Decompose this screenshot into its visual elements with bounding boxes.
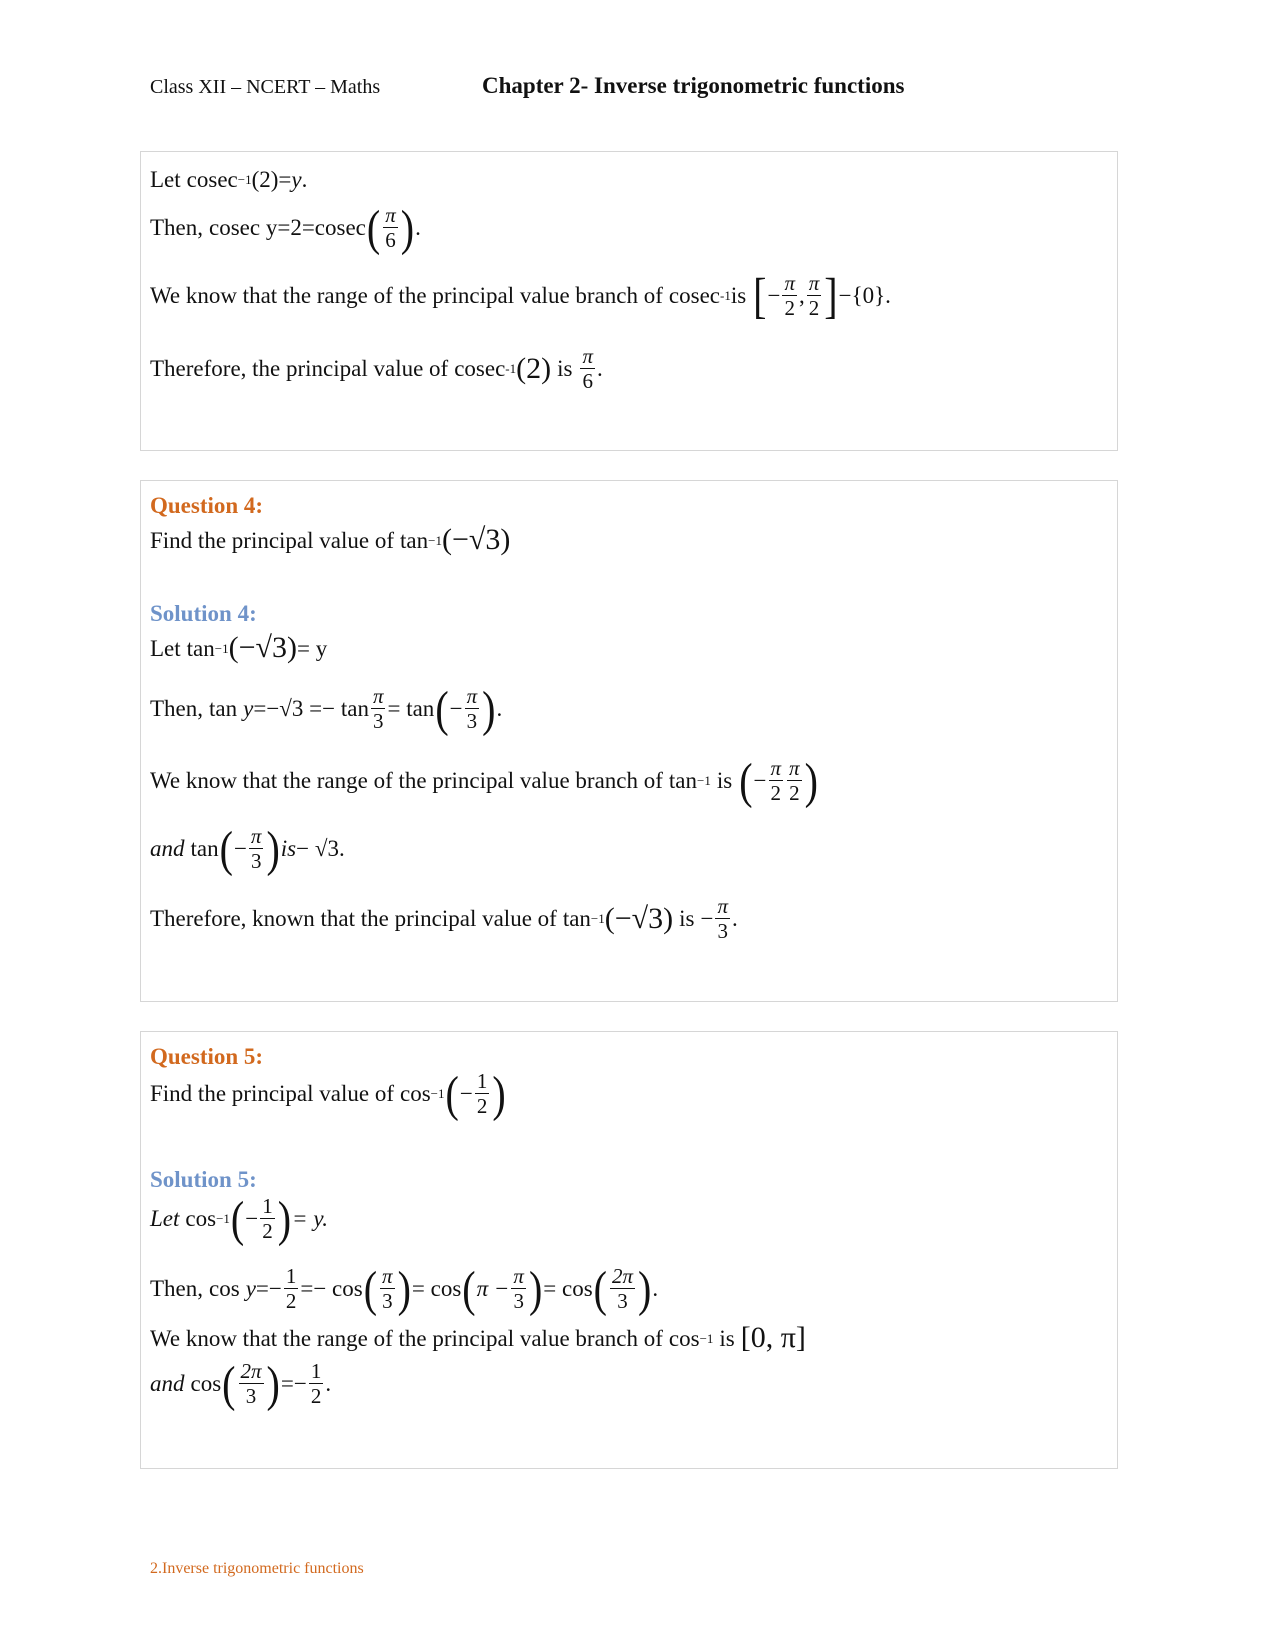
fn: tan bbox=[209, 696, 238, 722]
header-left: Class XII – NCERT – Maths bbox=[150, 76, 381, 98]
text: Let bbox=[150, 1206, 180, 1232]
text: Let bbox=[150, 167, 181, 192]
text: We know that the range of the principal value branch of bbox=[150, 768, 663, 794]
text: Find the principal value of bbox=[150, 527, 394, 553]
fraction: $\frac{2\pi}{3}$ bbox=[240, 1359, 262, 1409]
superscript: −1 bbox=[590, 911, 605, 927]
text: [0, π] bbox=[740, 1321, 806, 1354]
fraction: $\frac{\pi}{3}$ bbox=[466, 684, 478, 734]
text: − √3. bbox=[296, 836, 345, 862]
text: cosec y=2=cosec bbox=[209, 215, 366, 241]
var: y bbox=[245, 1276, 256, 1302]
text: . bbox=[415, 215, 421, 241]
text: is bbox=[679, 906, 695, 932]
fn: cos bbox=[209, 1276, 240, 1302]
fraction: $\frac{1}{2}$ bbox=[310, 1359, 322, 1409]
fraction: $\frac{\pi}{3}$ bbox=[513, 1264, 524, 1314]
text: We know that the range of the principal value branch of bbox=[150, 1325, 663, 1351]
fn: tan bbox=[400, 527, 429, 553]
fraction: $\frac{\pi}{3}$ bbox=[250, 824, 262, 874]
superscript: -1 bbox=[505, 361, 517, 377]
s4-line-3: We know that the range of the principal value branch of tan −1 is ( − $\frac{\pi}{2}$ $\frac{\pi}{2}$ ) bbox=[150, 751, 818, 809]
text: (−√3) bbox=[441, 523, 511, 556]
text: . bbox=[325, 1371, 332, 1397]
fn: cos bbox=[400, 1081, 431, 1107]
s4-line-2: Then, tan y =−√3 =− tan $\frac{\pi}{3}$ = tan ( − $\frac{\pi}{3}$ ) . bbox=[150, 679, 503, 737]
fraction: $\frac{1}{2}$ bbox=[285, 1264, 297, 1314]
b1-line-4 bbox=[150, 345, 603, 392]
superscript: −1 bbox=[430, 1086, 445, 1102]
question-5-label: Question 5: bbox=[150, 1044, 264, 1069]
var: y bbox=[243, 696, 254, 722]
fn: cosec bbox=[668, 283, 720, 309]
text: (2) bbox=[516, 351, 552, 385]
text: Then, bbox=[150, 215, 204, 241]
text: (−√3) bbox=[228, 631, 297, 664]
text: − bbox=[233, 836, 247, 862]
fn: cos bbox=[668, 1325, 700, 1351]
var: y bbox=[291, 167, 302, 192]
text: is bbox=[730, 283, 747, 309]
question-5-text: Find the principal value of cos −1 ( − $\frac{1}{2}$ ) bbox=[150, 1064, 506, 1122]
text: =− cos bbox=[300, 1276, 363, 1302]
superscript: −1 bbox=[428, 532, 442, 548]
s4-line-5 bbox=[150, 895, 738, 942]
question-4-text bbox=[150, 525, 510, 555]
text: − bbox=[767, 283, 781, 309]
fn: cosec bbox=[186, 167, 238, 192]
text: = tan bbox=[387, 696, 435, 722]
text: = cos bbox=[411, 1276, 462, 1302]
text: and bbox=[150, 836, 185, 862]
superscript: −1 bbox=[216, 1211, 230, 1227]
fraction: $\frac{\pi}{3}$ bbox=[372, 684, 384, 734]
fn: cos bbox=[190, 1371, 222, 1397]
superscript: −1 bbox=[214, 640, 229, 656]
text: . bbox=[652, 1276, 659, 1302]
fraction: $\frac{\pi}{2}$ bbox=[808, 271, 820, 321]
superscript: -1 bbox=[719, 288, 731, 304]
text: Let bbox=[150, 635, 181, 661]
b1-line-2: Then, cosec y=2=cosec ( $\frac{\pi}{6}$ ) . bbox=[150, 198, 421, 256]
text: Therefore, known that the principal value of bbox=[150, 906, 557, 932]
text: is bbox=[719, 1325, 735, 1351]
fraction: $\frac{\pi}{2}$ bbox=[789, 756, 800, 806]
text: , bbox=[799, 283, 805, 309]
text: is bbox=[557, 356, 573, 382]
s5-line-3 bbox=[150, 1323, 806, 1353]
text: Then, bbox=[150, 1276, 204, 1302]
page-footer: 2.Inverse trigonometric functions bbox=[150, 1560, 364, 1577]
solution-4-label: Solution 4: bbox=[150, 601, 257, 626]
text: − bbox=[459, 1081, 473, 1107]
superscript: −1 bbox=[237, 172, 252, 187]
fraction: $\frac{1}{2}$ bbox=[262, 1194, 273, 1244]
fraction: $\frac{\pi}{3}$ bbox=[382, 1264, 393, 1314]
text: = cos bbox=[543, 1276, 593, 1302]
fn: tan bbox=[668, 768, 698, 794]
fraction: $\frac{\pi}{2}$ bbox=[784, 271, 796, 321]
b1-line-1 bbox=[150, 168, 307, 191]
s4-line-4: and tan ( − $\frac{\pi}{3}$ ) is − √3. bbox=[150, 819, 345, 877]
fn: cos bbox=[185, 1206, 217, 1232]
fn: cosec bbox=[454, 356, 506, 382]
superscript: −1 bbox=[697, 773, 711, 789]
text: Find the principal value of bbox=[150, 1081, 394, 1107]
b1-line-3: We know that the range of the principal value branch of cosec -1 is [ − $\frac{\pi}{2}$ , $\frac{\pi}{2}$ ] −{0}. bbox=[150, 266, 891, 324]
superscript: −1 bbox=[699, 1330, 714, 1346]
text: is bbox=[716, 768, 733, 794]
text: − bbox=[449, 696, 463, 722]
text: π − bbox=[476, 1276, 510, 1302]
fraction: $\frac{\pi}{3}$ bbox=[717, 894, 728, 944]
text: = y. bbox=[292, 1206, 329, 1232]
text: is bbox=[280, 836, 297, 862]
fraction: $\frac{1}{2}$ bbox=[476, 1069, 488, 1119]
s5-line-1: Let cos −1 ( − $\frac{1}{2}$ ) = y. bbox=[150, 1189, 329, 1247]
text: (−√3) bbox=[604, 901, 674, 935]
page-title: Chapter 2- Inverse trigonometric functions bbox=[482, 73, 905, 98]
text: We know that the range of the principal value branch of bbox=[150, 283, 663, 309]
solution-5-label: Solution 5: bbox=[150, 1167, 257, 1192]
text: = y bbox=[296, 635, 328, 661]
text: − bbox=[753, 768, 767, 794]
fn: tan bbox=[186, 635, 215, 661]
text: (2)= bbox=[251, 167, 292, 192]
text: −{0}. bbox=[838, 283, 891, 309]
fn: tan bbox=[190, 836, 219, 862]
text: . bbox=[732, 906, 738, 932]
fraction: $\frac{\pi}{6}$ bbox=[582, 344, 593, 394]
fraction: $\frac{\pi}{2}$ bbox=[770, 756, 782, 806]
text: . bbox=[496, 696, 503, 722]
fn: tan bbox=[562, 906, 591, 932]
text: − bbox=[245, 1206, 259, 1232]
text: Therefore, the principal value of bbox=[150, 356, 449, 382]
text: =− bbox=[255, 1276, 282, 1302]
text: . bbox=[301, 167, 308, 192]
s5-line-2: Then, cos y =− $\frac{1}{2}$ =− cos ( $\frac{\pi}{3}$ ) = cos ( π − $\frac{\pi}{3}$ ) = cos ( $\frac{2\pi}{3}$ ) . bbox=[150, 1259, 659, 1317]
s5-line-4: and cos ( $\frac{2\pi}{3}$ ) =− $\frac{1}{2}$ . bbox=[150, 1354, 332, 1412]
s4-line-1 bbox=[150, 633, 327, 663]
text: − bbox=[700, 906, 714, 932]
text: Then, bbox=[150, 696, 204, 722]
text: and bbox=[150, 1371, 185, 1397]
question-4-label: Question 4: bbox=[150, 493, 264, 518]
fraction: $\frac{\pi}{6}$ bbox=[385, 203, 396, 253]
text: . bbox=[597, 356, 603, 382]
fraction: $\frac{2\pi}{3}$ bbox=[612, 1264, 634, 1314]
text: =−√3 =− tan bbox=[253, 696, 369, 722]
text: =− bbox=[280, 1371, 307, 1397]
